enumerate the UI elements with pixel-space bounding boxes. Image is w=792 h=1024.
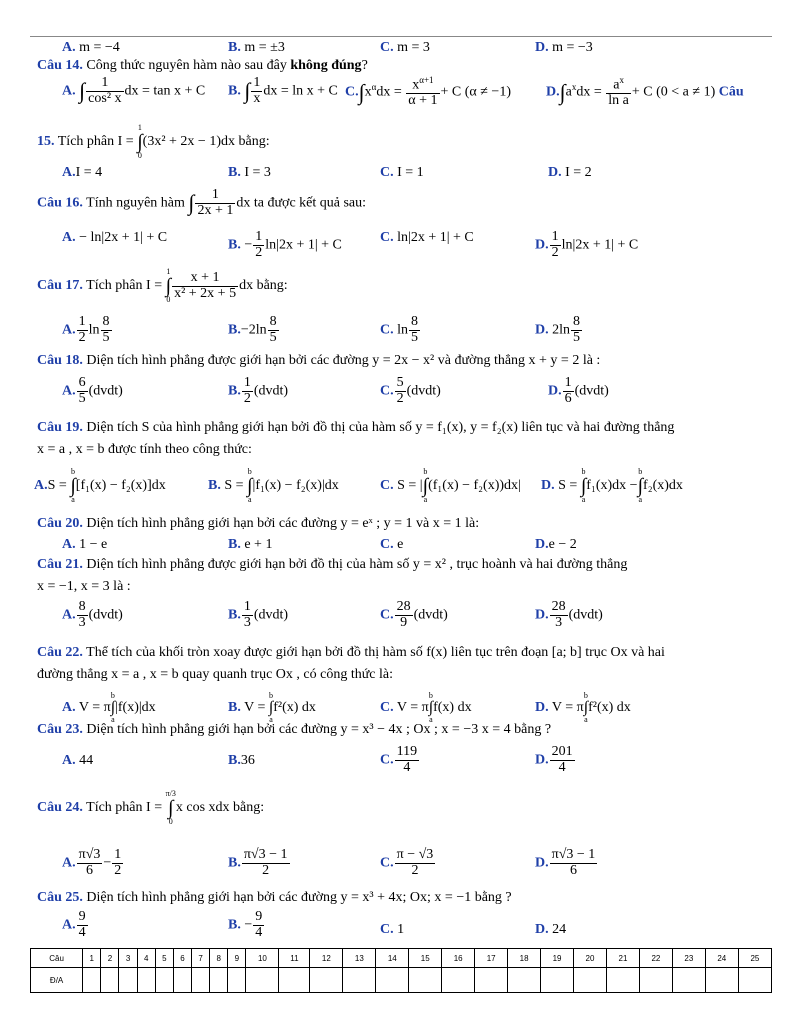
question-number-cell: 14 [376,949,409,968]
question-number-cell: 21 [606,949,639,968]
q17-stem: Câu 17. Tích phân I = 1 ∫ 0 $\frac{x + 1}{\text{x² + 2x + 5}}$ dx bằng: [37,267,288,304]
question-number-cell: 12 [310,949,343,968]
question-number-cell: 25 [738,949,771,968]
answer-table-header [31,949,772,968]
answer-cell[interactable] [343,968,376,993]
answer-cell[interactable] [541,968,574,993]
answer-table [30,948,772,993]
answer-cell[interactable] [574,968,607,993]
question-number-cell: 18 [508,949,541,968]
question-number-cell: 2 [101,949,119,968]
answer-cell[interactable] [101,968,119,993]
q24-stem: Câu 24. Tích phân I = π/3 ∫ 0x cos xdx bằng: [37,789,265,826]
question-number-cell: 3 [119,949,137,968]
answer-cell[interactable] [246,968,279,993]
answer-cell[interactable] [173,968,191,993]
q25-stem: Câu 25. Diện tích hình phẳng giới hạn bởi các đường y = x³ + 4x; Ox; x = −1 bằng ? [37,890,512,905]
answer-cell[interactable] [210,968,228,993]
question-number-cell: 19 [541,949,574,968]
answer-cell[interactable] [192,968,210,993]
answer-cell[interactable] [119,968,137,993]
question-number-cell: 16 [442,949,475,968]
q20-stem: Câu 20. Diện tích hình phẳng giới hạn bởi các đường y = eˣ ; y = 1 và x = 1 là: [37,516,480,531]
answer-cell[interactable] [279,968,310,993]
answer-cell[interactable] [738,968,771,993]
q22-stem-2: đường thẳng x = a , x = b quay quanh trục Ox , có công thức là: [37,667,394,682]
q19-stem-2: x = a , x = b được tính theo công thức: [37,442,252,457]
answer-label-cell: Đ/A [31,968,83,993]
question-number-cell: 4 [137,949,155,968]
question-number-cell: 8 [210,949,228,968]
q19-stem: Câu 19. Diện tích S của hình phẳng giới hạn bởi đồ thị của hàm số y = f₁(x), y = f₂(x) liên tục và hai đường thẳng [37,420,675,435]
question-number-cell: 6 [173,949,191,968]
answer-cell[interactable] [155,968,173,993]
answer-cell[interactable] [606,968,639,993]
question-number-cell: 9 [228,949,246,968]
answer-cell[interactable] [83,968,101,993]
question-number-cell: 13 [343,949,376,968]
q15-stem: 15. Tích phân I = 1 ∫ 0(3x² + 2x − 1)dx bằng: [37,123,270,160]
q18-stem: Câu 18. Diện tích hình phẳng được giới hạn bởi các đường y = 2x − x² và đường thẳng x + y = 2 là : [37,353,601,368]
question-number-cell: 17 [475,949,508,968]
question-number-cell: 22 [639,949,672,968]
question-number-cell: 23 [672,949,705,968]
answer-cell[interactable] [376,968,409,993]
question-number-cell: 20 [574,949,607,968]
question-number-cell: 10 [246,949,279,968]
q21-stem-2: x = −1, x = 3 là : [37,579,131,594]
answer-cell[interactable] [672,968,705,993]
answer-cell[interactable] [475,968,508,993]
q14-stem: Câu 14. Công thức nguyên hàm nào sau đây không đúng? [37,58,368,73]
question-number-cell: 1 [83,949,101,968]
answer-table-row [31,968,772,993]
question-number-cell: 5 [155,949,173,968]
q22-stem: Câu 22. Thể tích của khối tròn xoay được giới hạn bởi đồ thị hàm số f(x) liên tục trên đoạn [a; b] trục Ox và hai [37,645,665,660]
top-rule [30,36,772,37]
answer-cell[interactable] [409,968,442,993]
question-number-cell: 11 [279,949,310,968]
answer-cell[interactable] [508,968,541,993]
answer-cell[interactable] [137,968,155,993]
q21-stem: Câu 21. Diện tích hình phẳng được giới hạn bởi đồ thị của hàm số y = x² , trục hoành và hai đường thẳng [37,557,628,572]
answer-cell[interactable] [310,968,343,993]
question-number-cell: 7 [192,949,210,968]
answer-cell[interactable] [442,968,475,993]
question-number-cell: 15 [409,949,442,968]
answer-cell[interactable] [705,968,738,993]
header-cell: Câu [31,949,83,968]
q16-stem: Câu 16. Tính nguyên hàm ∫ $\frac{1}{2x + 1}$ dx ta được kết quả sau: [37,187,367,218]
answer-cell[interactable] [228,968,246,993]
q23-stem: Câu 23. Diện tích hình phẳng giới hạn bởi các đường y = x³ − 4x ; Ox ; x = −3 x = 4 bằng ? [37,722,552,737]
answer-cell[interactable] [639,968,672,993]
question-number-cell: 24 [705,949,738,968]
